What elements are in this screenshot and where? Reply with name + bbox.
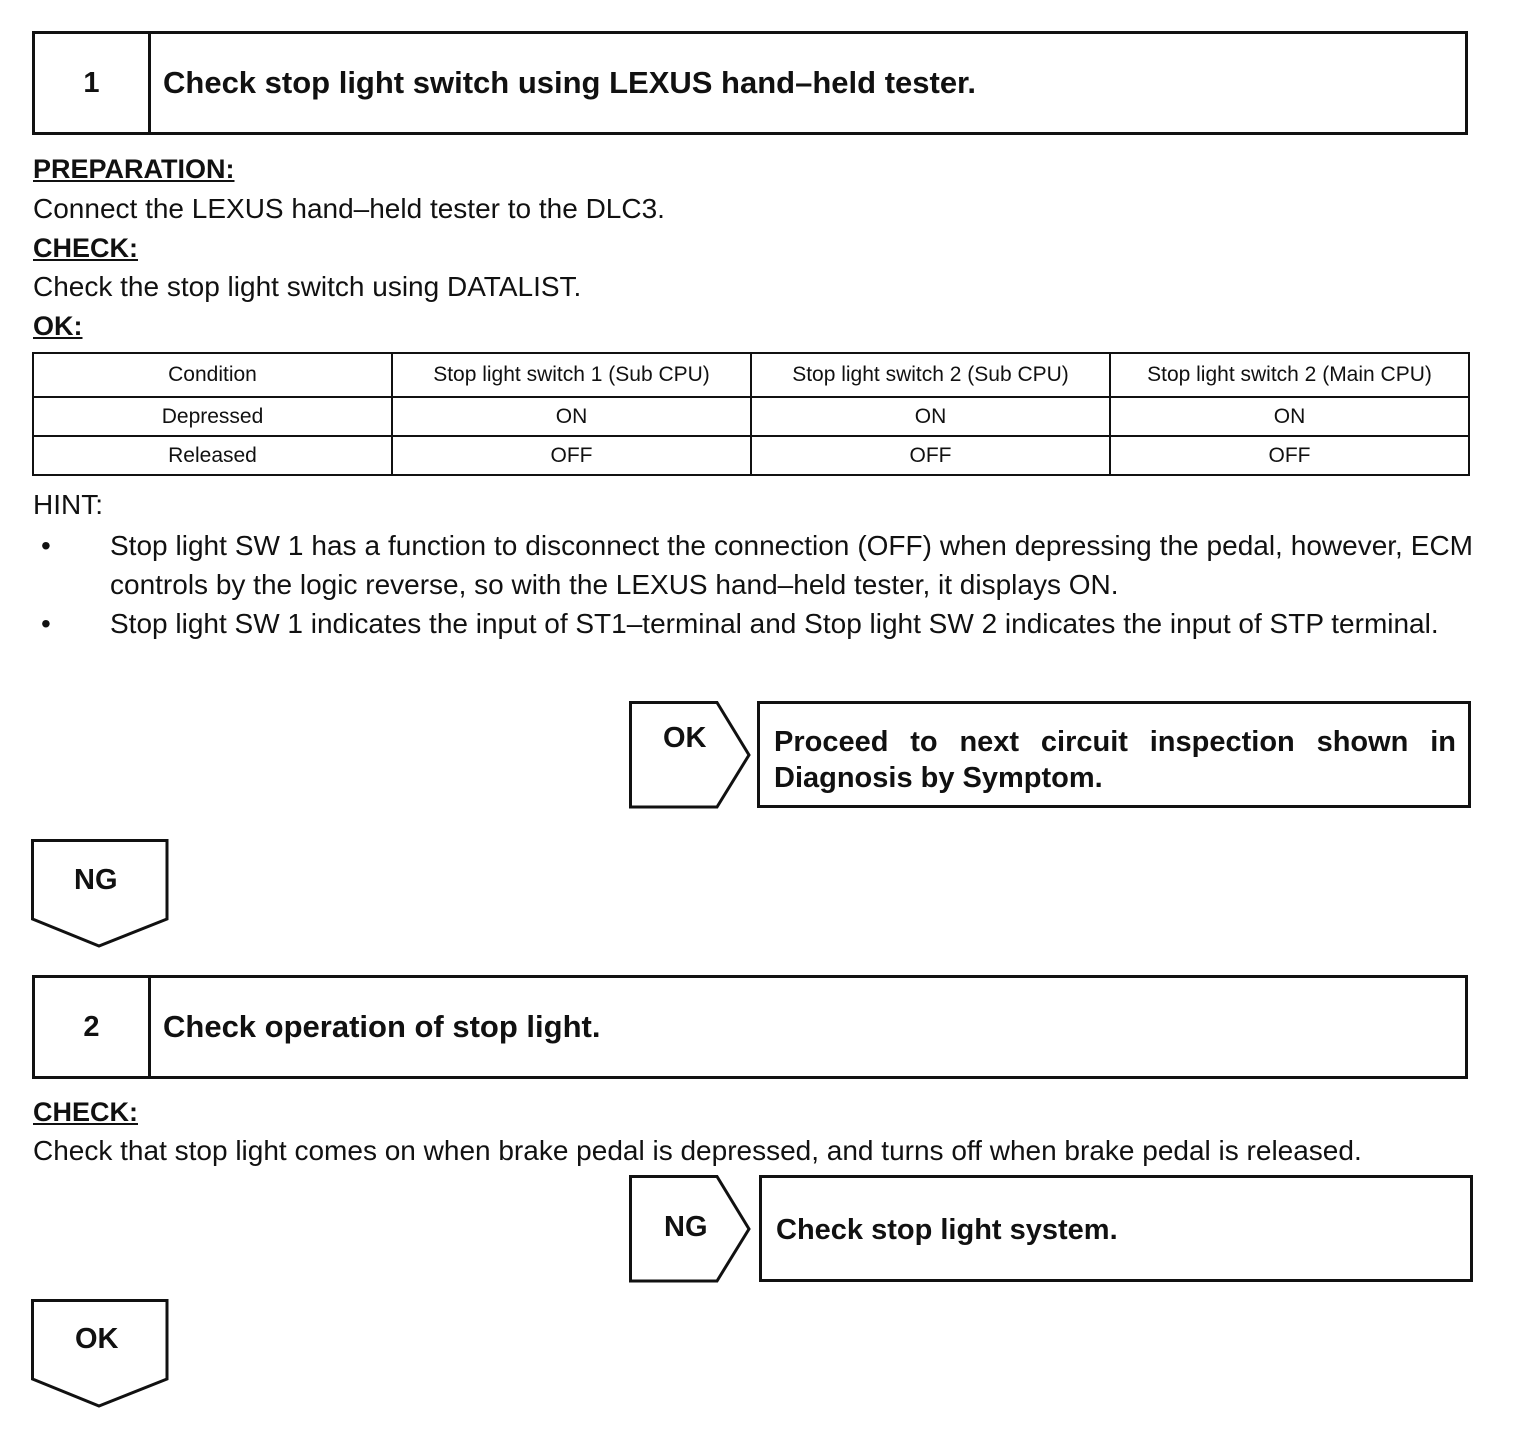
table-header-row [33,353,1469,397]
hint-heading: HINT: [33,489,103,520]
ng-result-box: Check stop light system. [759,1175,1473,1282]
table-row [33,397,1469,436]
table-header-cell: Stop light switch 2 (Sub CPU) [751,353,1110,397]
step-number: 1 [35,34,151,132]
ok-condition-table [32,352,1470,476]
bullet-icon: • [41,530,51,561]
step-title: Check stop light switch using LEXUS hand–held tester. [163,65,977,100]
table-cell: ON [1110,397,1469,436]
table-row [33,436,1469,475]
bullet-icon: • [41,608,51,639]
ng-arrow-label: NG [664,1211,708,1243]
table-cell: Released [33,436,392,475]
hint-text: Stop light SW 1 indicates the input of ST1–terminal and Stop light SW 2 indicates the input of STP terminal. [110,608,1439,639]
check-text: Check the stop light switch using DATALIST. [33,271,582,302]
check-heading: CHECK: [33,233,138,263]
table-header-cell: Stop light switch 1 (Sub CPU) [392,353,751,397]
ok-arrow-label: OK [75,1323,119,1355]
table-header-cell: Stop light switch 2 (Main CPU) [1110,353,1469,397]
table-cell: Depressed [33,397,392,436]
ok-heading: OK: [33,311,83,341]
ok-arrow-icon [629,701,753,809]
step-title: Check operation of stop light. [163,1009,601,1044]
preparation-text: Connect the LEXUS hand–held tester to the DLC3. [33,193,665,224]
step-1-header [32,31,1468,135]
step-number: 2 [35,978,151,1076]
table-cell: OFF [392,436,751,475]
ng-arrow-label: NG [74,864,118,896]
preparation-heading: PREPARATION: [33,154,235,184]
table-cell: OFF [1110,436,1469,475]
table-cell: ON [392,397,751,436]
ok-arrow-label: OK [663,722,707,754]
table-header-cell: Condition [33,353,392,397]
hint-text: Stop light SW 1 has a function to disconnect the connection (OFF) when depressing the pedal, however, ECM controls by the logic reverse, so with the LEXUS hand–held tester, it displays ON. [110,530,1473,600]
check-text: Check that stop light comes on when brake pedal is depressed, and turns off when brake pedal is released. [33,1135,1362,1166]
table-cell: ON [751,397,1110,436]
ok-result-box: Proceed to next circuit inspection shown in Diagnosis by Symptom. [757,701,1471,808]
table-cell: OFF [751,436,1110,475]
step-2-header [32,975,1468,1079]
check-heading: CHECK: [33,1097,138,1127]
